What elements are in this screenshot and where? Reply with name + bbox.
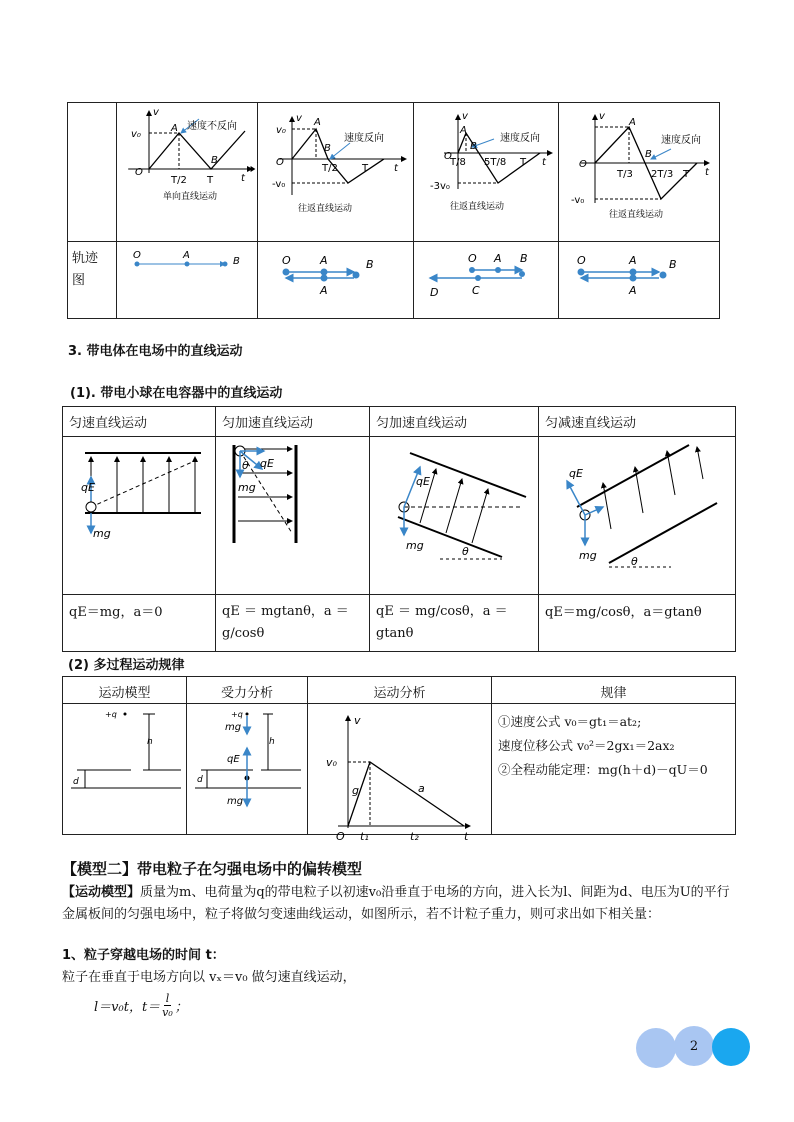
diagram-uniform: [63, 437, 216, 595]
svg-text:T: T: [362, 163, 369, 174]
formula-2: qE ＝ mgtanθ，a ＝ g/cosθ: [216, 595, 370, 652]
svg-text:B: B: [324, 143, 331, 154]
svg-text:t: t: [241, 173, 245, 184]
intro-text: 质量为m、电荷量为q的带电粒子以初速v₀沿垂直于电场的方向，进入长为l、间距为d、电压为U的平行金属板间的匀强电场中，粒子将做匀变速曲线运动，如图所示，若不计粒子重力，则可求出如下相关量：: [62, 885, 730, 922]
svg-text:t: t: [542, 157, 546, 168]
page-deco-circle-bright: [712, 1028, 750, 1066]
item-1-formula: [94, 992, 188, 1019]
model-2-title: 【模型二】带电粒子在匀强电场中的偏转模型: [62, 860, 363, 878]
diagram-decel: [539, 437, 736, 595]
motion-graph-table: [67, 102, 720, 319]
multi-process-table: [62, 676, 736, 843]
empty-cell: [68, 103, 117, 242]
svg-text:2T/3: 2T/3: [651, 169, 674, 180]
vt-graph-2: [258, 103, 413, 237]
svg-text:A: A: [460, 125, 467, 136]
formula-end: ；: [174, 1000, 188, 1015]
diagram-accel-1: [216, 437, 370, 595]
vt-graph-4: [559, 103, 719, 237]
svg-text:速度反向: 速度反向: [344, 133, 384, 144]
svg-text:O: O: [468, 252, 477, 265]
page-deco-circle: [636, 1028, 676, 1068]
track-cell-3: [414, 242, 559, 319]
svg-text:T/2: T/2: [171, 175, 187, 186]
model-diagram: [63, 704, 186, 830]
formula-left: l＝v₀t，t＝: [94, 1000, 161, 1015]
svg-text:-v₀: -v₀: [272, 179, 286, 190]
svg-text:t₂: t₂: [410, 830, 419, 843]
diagram-accel-2: [370, 437, 539, 595]
header-model: 运动模型: [63, 677, 187, 704]
graph-cell-2: [258, 103, 414, 242]
svg-text:T: T: [683, 169, 690, 180]
graph-cell-3: [414, 103, 559, 242]
svg-text:O: O: [336, 830, 345, 843]
track-cell-2: [258, 242, 414, 319]
svg-text:mg: mg: [225, 722, 242, 733]
formula-1: qE＝mg，a＝0: [63, 595, 216, 652]
capacitor-motion-table: [62, 406, 736, 652]
svg-text:B: B: [645, 149, 652, 160]
graph-cell-1: [117, 103, 258, 242]
header-1: 匀速直线运动: [63, 407, 216, 437]
item-1-text: 粒子在垂直于电场方向以 vₓ＝v₀ 做匀速直线运动，: [62, 970, 356, 985]
track-cell-1: [117, 242, 258, 319]
svg-text:qE: qE: [416, 475, 430, 488]
svg-text:θ: θ: [631, 555, 638, 568]
header-rules: 规律: [492, 677, 736, 704]
svg-text:O: O: [135, 167, 143, 178]
vt-graph-3: [414, 103, 558, 237]
force-diagram: [187, 704, 307, 830]
svg-text:A: A: [629, 254, 637, 267]
svg-text:O: O: [577, 254, 586, 267]
svg-text:v: v: [153, 107, 159, 118]
header-3: 匀加速直线运动: [370, 407, 539, 437]
trajectory-2: [258, 242, 413, 314]
svg-text:v₀: v₀: [131, 129, 141, 140]
section-3-title: 3. 带电体在电场中的直线运动: [68, 344, 243, 359]
motion-graph: [308, 704, 491, 843]
svg-text:O: O: [133, 250, 141, 261]
svg-text:T: T: [207, 175, 214, 186]
svg-text:T/3: T/3: [617, 169, 633, 180]
svg-text:θ: θ: [242, 459, 249, 472]
motion-cell: [308, 704, 492, 843]
svg-text:C: C: [472, 284, 480, 297]
trajectory-4: [559, 242, 719, 314]
model-2-intro: [62, 882, 734, 926]
svg-text:T: T: [520, 157, 527, 168]
formula-3: qE ＝ mg/cosθ，a ＝ gtanθ: [370, 595, 539, 652]
svg-text:v₀: v₀: [326, 756, 337, 769]
rule-velocity-displacement: 速度位移公式 v₀²＝2gx₁＝2ax₂: [498, 738, 675, 753]
page-number: 2: [674, 1026, 714, 1066]
svg-text:速度反向: 速度反向: [500, 133, 540, 144]
svg-text:速度不反向: 速度不反向: [187, 121, 237, 132]
header-2: 匀加速直线运动: [216, 407, 370, 437]
svg-text:A: A: [629, 284, 637, 297]
svg-text:mg: mg: [406, 539, 424, 552]
svg-text:A: A: [320, 284, 328, 297]
svg-text:O: O: [282, 254, 291, 267]
svg-text:B: B: [669, 258, 677, 271]
svg-text:t: t: [394, 163, 398, 174]
uniform-motion-diagram: [63, 437, 215, 587]
accel-motion-diagram-2: [370, 437, 538, 587]
svg-text:A: A: [171, 123, 178, 134]
decel-motion-diagram: [539, 437, 735, 587]
fraction: [162, 992, 173, 1019]
svg-text:g: g: [352, 784, 359, 797]
graph-cell-4: [559, 103, 720, 242]
svg-text:v: v: [599, 111, 605, 122]
svg-text:往返直线运动: 往返直线运动: [609, 210, 664, 220]
force-cell: [187, 704, 308, 835]
svg-text:mg: mg: [238, 481, 256, 494]
svg-text:D: D: [430, 286, 439, 299]
svg-text:单向直线运动: 单向直线运动: [163, 192, 218, 202]
svg-text:-3v₀: -3v₀: [430, 181, 450, 192]
fraction-denominator: v₀: [162, 1006, 173, 1019]
svg-text:d: d: [73, 777, 79, 787]
track-label: 轨迹图: [72, 251, 99, 288]
svg-text:d: d: [197, 775, 203, 785]
header-motion: 运动分析: [308, 677, 492, 704]
svg-text:mg: mg: [579, 549, 597, 562]
svg-text:qE: qE: [227, 754, 240, 765]
track-cell-4: [559, 242, 720, 319]
svg-text:A: A: [183, 250, 190, 261]
svg-text:t: t: [705, 167, 709, 178]
svg-text:+q: +q: [231, 710, 243, 719]
svg-text:v: v: [354, 714, 361, 727]
svg-text:A: A: [629, 117, 636, 128]
rules-cell: [492, 704, 736, 835]
svg-text:T/2: T/2: [322, 163, 338, 174]
svg-text:θ: θ: [462, 545, 469, 558]
fraction-numerator: l: [165, 992, 170, 1005]
trajectory-3: [414, 242, 558, 314]
trajectory-1: [117, 242, 257, 314]
item-1-title: 1、粒子穿越电场的时间 t：: [62, 948, 225, 963]
track-label-cell: [68, 242, 117, 319]
svg-text:+q: +q: [105, 710, 117, 719]
svg-text:5T/8: 5T/8: [484, 157, 507, 168]
svg-text:B: B: [366, 258, 374, 271]
svg-text:O: O: [444, 151, 452, 162]
svg-text:A: A: [314, 117, 321, 128]
svg-text:O: O: [579, 159, 587, 170]
header-4: 匀减速直线运动: [539, 407, 736, 437]
svg-text:B: B: [470, 141, 477, 152]
svg-text:qE: qE: [81, 481, 95, 494]
model-cell: [63, 704, 187, 835]
svg-text:h: h: [269, 737, 275, 747]
svg-text:v: v: [462, 111, 468, 122]
svg-text:mg: mg: [93, 527, 111, 540]
formula-4: qE＝mg/cosθ，a＝gtanθ: [539, 595, 736, 652]
svg-text:v: v: [296, 113, 302, 124]
svg-text:v₀: v₀: [276, 125, 286, 136]
svg-text:往返直线运动: 往返直线运动: [298, 204, 353, 214]
svg-text:A: A: [320, 254, 328, 267]
header-force: 受力分析: [187, 677, 308, 704]
svg-text:a: a: [418, 782, 425, 795]
svg-text:速度反向: 速度反向: [661, 135, 701, 146]
svg-text:qE: qE: [569, 467, 583, 480]
svg-text:T/8: T/8: [450, 157, 466, 168]
svg-text:A: A: [494, 252, 502, 265]
svg-text:qE: qE: [260, 457, 274, 470]
subsection-2-title: (2) 多过程运动规律: [68, 658, 185, 673]
accel-motion-diagram-1: [216, 437, 369, 587]
svg-text:t₁: t₁: [360, 830, 369, 843]
svg-text:mg: mg: [227, 796, 244, 807]
subsection-1-title: (1). 带电小球在电容器中的直线运动: [70, 386, 283, 401]
intro-label: 【运动模型】: [62, 885, 141, 900]
rule-energy: ②全程动能定理：mg(h＋d)－qU＝0: [498, 762, 708, 777]
svg-text:B: B: [233, 256, 240, 267]
svg-text:B: B: [211, 155, 218, 166]
svg-text:B: B: [520, 252, 528, 265]
svg-text:往返直线运动: 往返直线运动: [450, 202, 505, 212]
svg-text:O: O: [276, 157, 284, 168]
rule-velocity: ①速度公式 v₀＝gt₁＝at₂;: [498, 714, 642, 729]
svg-text:-v₀: -v₀: [571, 195, 585, 206]
vt-graph-1: [117, 103, 257, 237]
svg-text:t: t: [464, 830, 469, 843]
svg-text:h: h: [147, 737, 153, 747]
